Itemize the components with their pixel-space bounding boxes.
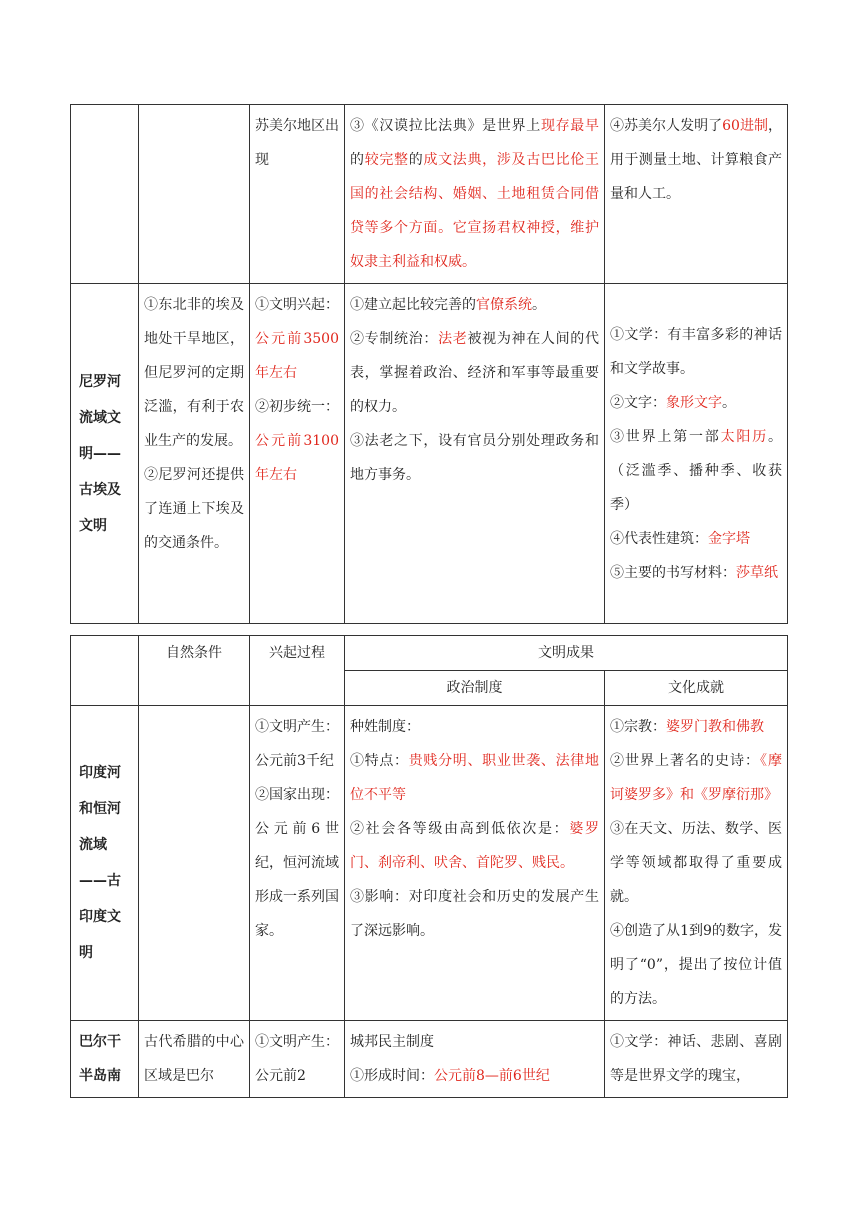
- culture-item: [610, 710, 782, 744]
- table-row: [71, 105, 788, 284]
- rise-item: [255, 390, 339, 492]
- culture-item: [610, 556, 782, 590]
- body-text: ④创造了从1到9的数字，发明了“0”，提出了按位计值的方法。: [610, 923, 782, 1007]
- natural-item: ①东北非的埃及地处干旱地区，但尼罗河的定期泛滥，有利于农业生产的发展。: [144, 297, 244, 449]
- culture-cell: [605, 706, 788, 1021]
- highlight-text: 现存最早: [540, 118, 599, 134]
- highlight-text: 较完整: [364, 152, 409, 168]
- highlight-text: 官僚系统: [476, 297, 532, 313]
- highlight-text: 金字塔: [708, 530, 750, 547]
- body-text: ③《汉谟拉比法典》是世界上: [350, 118, 541, 134]
- header-politics: 政治制度: [446, 680, 503, 696]
- rise-item: [255, 288, 339, 390]
- highlight-text: 象形文字: [666, 394, 722, 411]
- region-label: 巴尔干半岛南: [79, 1034, 121, 1084]
- highlight-text: 莎草纸: [736, 564, 778, 581]
- natural-cell: [139, 1021, 250, 1098]
- natural-cell: [139, 706, 250, 1021]
- body-text: ③法老之下，设有官员分别处理政务和地方事务。: [350, 433, 599, 483]
- header-cell: [345, 636, 788, 671]
- rise-cell: [250, 105, 345, 284]
- region-cell: [71, 284, 139, 624]
- highlight-text: 公元前8—前6世纪: [434, 1068, 550, 1084]
- header-cell: [250, 636, 345, 706]
- culture-item: [610, 812, 782, 914]
- highlight-text: 公元前3100年左右: [255, 433, 339, 483]
- politics-item: [350, 880, 599, 948]
- politics-item: [350, 1059, 599, 1093]
- body-text: ②文字：: [610, 394, 666, 411]
- rise-text: ①文明产生：公元前2: [255, 1034, 339, 1084]
- region-cell: [71, 105, 139, 284]
- body-text: ①建立起比较完善的: [350, 297, 476, 313]
- body-text: ④苏美尔人发明了: [610, 118, 723, 134]
- culture-item: [610, 1025, 782, 1093]
- body-text: 城邦民主制度: [350, 1034, 434, 1050]
- body-text: ②社会各等级由高到低依次是：: [350, 821, 570, 837]
- politics-item: [350, 710, 599, 744]
- region-cell: [71, 1021, 139, 1098]
- body-text: ①形成时间：: [350, 1068, 434, 1084]
- rise-cell: [250, 284, 345, 624]
- rise-cell: [250, 706, 345, 1021]
- highlight-text: 太阳历: [720, 428, 769, 445]
- body-text: 的: [350, 152, 365, 168]
- culture-item: [610, 420, 782, 522]
- culture-item: [610, 386, 782, 420]
- header-rise: 兴起过程: [269, 645, 325, 661]
- highlight-text: 法老: [438, 331, 468, 347]
- politics-item: [350, 744, 599, 812]
- table-row: [71, 1021, 788, 1098]
- politics-cell: [345, 1021, 605, 1098]
- body-text: ，用于测量土地、计算粮食产量和人工。: [610, 118, 782, 202]
- highlight-text: 贵贱分明、职业世袭、法律地位不平等: [350, 753, 599, 803]
- body-text: ①宗教：: [610, 719, 666, 735]
- header-culture: 文化成就: [668, 680, 724, 696]
- culture-cell: [605, 284, 788, 624]
- culture-item: [610, 914, 782, 1016]
- politics-item: [350, 1025, 599, 1059]
- rise-text: 苏美尔地区出现: [255, 118, 339, 168]
- body-text: ①文明兴起：: [255, 297, 339, 313]
- region-cell: [71, 706, 139, 1021]
- header-cell: [345, 671, 605, 706]
- table-header-row: [71, 636, 788, 671]
- region-label: 印度河和恒河流域——古印度文明: [79, 765, 121, 961]
- table-row: [71, 284, 788, 624]
- politics-item: [350, 812, 599, 880]
- culture-cell: [605, 105, 788, 284]
- culture-cell: [605, 1021, 788, 1098]
- highlight-text: 公元前3500年左右: [255, 331, 339, 381]
- body-text: 。: [532, 297, 546, 313]
- hammurabi-text: [350, 109, 599, 279]
- politics-cell: [345, 284, 605, 624]
- culture-item: [610, 318, 782, 386]
- politics-item: [350, 322, 599, 424]
- header-cell: [139, 636, 250, 706]
- body-text: ①文学：神话、悲剧、喜剧等是世界文学的瑰宝，: [610, 1034, 782, 1084]
- body-text: ②初步统一：: [255, 399, 339, 415]
- culture-item: [610, 522, 782, 556]
- politics-cell: [345, 706, 605, 1021]
- header-achievements: 文明成果: [538, 645, 594, 661]
- header-natural: 自然条件: [166, 645, 222, 661]
- header-cell: [605, 671, 788, 706]
- politics-item: [350, 288, 599, 322]
- body-text: ②专制统治：: [350, 331, 439, 347]
- civilization-table-2: [70, 635, 788, 1098]
- body-text: ④代表性建筑：: [610, 530, 708, 547]
- politics-item: [350, 424, 599, 492]
- natural-text: 古代希腊的中心区域是巴尔: [144, 1034, 244, 1084]
- politics-cell: [345, 105, 605, 284]
- highlight-text: 婆罗门教和佛教: [666, 719, 764, 735]
- body-text: 的: [408, 152, 424, 168]
- body-text: ⑤主要的书写材料：: [610, 564, 736, 581]
- body-text: ③影响：对印度社会和历史的发展产生了深远影响。: [350, 889, 599, 939]
- body-text: 。: [722, 394, 736, 411]
- natural-item: ②尼罗河还提供了连通上下埃及的交通条件。: [144, 467, 244, 551]
- rise-cell: [250, 1021, 345, 1098]
- body-text: 被视为神在人间的代表，掌握着政治、经济和军事等最重要的权力。: [350, 331, 599, 415]
- natural-cell: [139, 284, 250, 624]
- highlight-text: 60进制: [722, 118, 768, 134]
- table-row: [71, 706, 788, 1021]
- body-text: 。（泛滥季、播种季、收获季）: [610, 428, 783, 513]
- sexagesimal-text: [610, 109, 782, 211]
- region-label: 尼罗河流域文明——古埃及文明: [79, 373, 121, 534]
- body-text: ①文学：有丰富多彩的神话和文学故事。: [610, 326, 782, 377]
- culture-item: [610, 744, 782, 812]
- body-text: ③在天文、历法、数学、医学等领域都取得了重要成就。: [610, 821, 782, 905]
- body-text: 种姓制度：: [350, 719, 420, 735]
- civilization-table-1: [70, 104, 788, 624]
- highlight-text: 《摩诃婆罗多》和《罗摩衍那》: [610, 753, 782, 803]
- highlight-text: 成文法典，涉及古巴比伦王国的社会结构、婚姻、土地租赁合同借贷等多个方面。它宣扬君权神授，维护奴隶主利益和权威。: [350, 152, 599, 270]
- body-text: ②世界上著名的史诗：: [610, 753, 760, 769]
- body-text: ③世界上第一部: [610, 428, 721, 445]
- rise-item: ①文明产生：公元前3千纪: [255, 719, 339, 769]
- body-text: ①特点：: [350, 753, 409, 769]
- rise-item: ②国家出现：公元前6世纪，恒河流域形成一系列国家。: [255, 787, 339, 939]
- highlight-text: 婆罗门、刹帝利、吠舍、首陀罗、贱民。: [350, 821, 600, 871]
- natural-cell: [139, 105, 250, 284]
- header-cell: [71, 636, 139, 706]
